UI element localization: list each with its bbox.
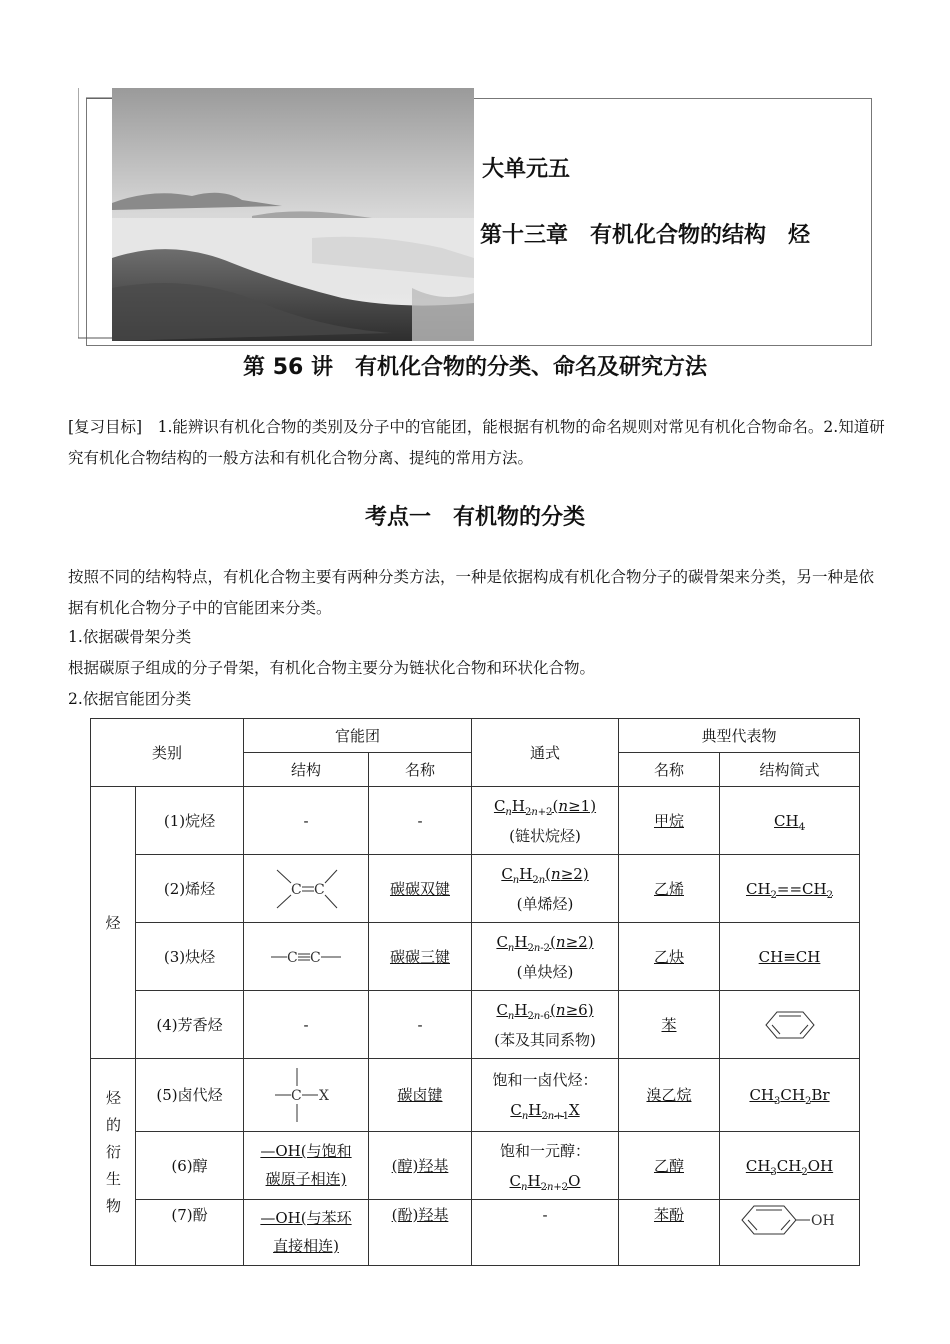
chapter-title: 第十三章 有机化合物的结构 烃: [480, 223, 811, 248]
row4-rep-formula: [720, 991, 860, 1059]
row3-rep-name: 乙炔: [619, 923, 720, 991]
objectives-text: 1.能辨识有机化合物的类别及分子中的官能团，能根据有机物的命名规则对常见有机化合物命名。2.知道研究有机化合物结构的一般方法和有机化合物分离、提纯的常用方法。: [68, 418, 885, 467]
row5-formula-prefix: 饱和一卤代烃：: [492, 1071, 598, 1089]
row1-category: (1)烷烃: [136, 787, 244, 855]
row2-formula-note: (单烯烃): [516, 894, 574, 913]
row1-general-formula: $C_nH_{2n+2}(n\ge 1)$ (链状烷烃): [472, 787, 619, 855]
unit-title: 大单元五: [482, 157, 571, 182]
row6-formula-prefix: 饱和一元醇：: [499, 1141, 590, 1160]
row4-rep-name: 苯: [619, 991, 720, 1059]
row6-rep-formula: $CH_3CH_2OH$: [720, 1132, 860, 1200]
row5-general-formula: 饱和一卤代烃： $C_nH_{2n+1}X$: [472, 1059, 619, 1132]
group-derivatives: 烃的衍生物: [91, 1059, 136, 1266]
section-title: 考点一 有机物的分类: [364, 505, 585, 530]
row4-formula-note: (苯及其同系物): [494, 1030, 596, 1049]
svg-text:C: C: [291, 881, 302, 898]
row3-category: (3)炔烃: [136, 923, 244, 991]
row6-general-formula: 饱和一元醇： $C_nH_{2n+2}O$: [472, 1132, 619, 1200]
header-name: 名称: [369, 753, 472, 787]
svg-text:C: C: [310, 949, 321, 966]
row5-rep-name: 溴乙烷: [619, 1059, 720, 1132]
row3-group-name: 碳碳三键: [369, 923, 472, 991]
header-rep-formula: 结构简式: [720, 753, 860, 787]
header-representative: 典型代表物: [619, 719, 860, 753]
row1-rep-name: 甲烷: [619, 787, 720, 855]
row7-general-formula: -: [472, 1200, 619, 1266]
svg-text:OH: OH: [810, 1213, 835, 1229]
objectives-label: [复习目标]: [68, 418, 143, 436]
row1-formula-note: (链状烷烃): [509, 826, 581, 845]
double-bond-structure-icon: [271, 862, 341, 916]
header-functional-group: 官能团: [244, 719, 472, 753]
row6-category: (6)醇: [136, 1132, 244, 1200]
phenol-structure-icon: [738, 1200, 842, 1240]
row1-structure: -: [244, 787, 369, 855]
row6-group-name: (醇)羟基: [369, 1132, 472, 1200]
row7-group-name: (酚)羟基: [369, 1200, 472, 1266]
row1-rep-formula: $CH_4$: [720, 787, 860, 855]
row2-general-formula: $C_nH_{2n}(n\ge 2)$ (单烯烃): [472, 855, 619, 923]
row4-group-name: -: [369, 991, 472, 1059]
svg-text:C: C: [314, 881, 325, 898]
row5-category: (5)卤代烃: [136, 1059, 244, 1132]
classification-table: [90, 718, 860, 1266]
svg-text:C: C: [291, 1088, 302, 1104]
row7-rep-name: 苯酚: [619, 1200, 720, 1266]
header-general-formula: 通式: [472, 719, 619, 787]
item1-text: 根据碳原子组成的分子骨架，有机化合物主要分为链状化合物和环状化合物。: [68, 659, 596, 677]
row2-rep-name: 乙烯: [619, 855, 720, 923]
row5-structure: [244, 1059, 369, 1132]
intro-paragraph: 按照不同的结构特点，有机化合物主要有两种分类方法，一种是依据构成有机化合物分子的碳骨架来分类，另一种是依据有机化合物分子中的官能团来分类。: [68, 568, 875, 617]
row1-group-name: -: [369, 787, 472, 855]
row2-rep-formula: $CH_2==CH_2$: [720, 855, 860, 923]
header-structure: 结构: [244, 753, 369, 787]
header-category: 类别: [91, 719, 244, 787]
row3-rep-formula: CH≡CH: [720, 923, 860, 991]
row2-structure: [244, 855, 369, 923]
row7-structure: —OH(与苯环直接相连): [244, 1200, 369, 1266]
row6-rep-name: 乙醇: [619, 1132, 720, 1200]
row3-formula-note: (单炔烃): [516, 962, 574, 981]
group-hydrocarbons: 烃: [91, 787, 136, 1059]
row6-structure: —OH(与饱和碳原子相连): [244, 1132, 369, 1200]
row7-rep-formula: [720, 1200, 860, 1266]
item1-heading: 1.依据碳骨架分类: [68, 628, 192, 646]
row2-category: (2)烯烃: [136, 855, 244, 923]
carbon-halogen-structure-icon: [271, 1064, 341, 1126]
row4-general-formula: $C_nH_{2n-6}(n\ge 6)$ (苯及其同系物): [472, 991, 619, 1059]
row2-group-name: 碳碳双键: [369, 855, 472, 923]
benzene-ring-icon: [760, 1008, 820, 1042]
row7-category: (7)酚: [136, 1200, 244, 1266]
row5-group-name: 碳卤键: [369, 1059, 472, 1132]
row4-category: (4)芳香烃: [136, 991, 244, 1059]
svg-text:X: X: [319, 1088, 329, 1104]
review-objectives: [68, 412, 888, 474]
header-rep-name: 名称: [619, 753, 720, 787]
triple-bond-structure-icon: [269, 945, 343, 969]
row3-general-formula: $C_nH_{2n-2}(n\ge 2)$ (单炔烃): [472, 923, 619, 991]
svg-text:C: C: [287, 949, 298, 966]
row4-structure: -: [244, 991, 369, 1059]
row5-rep-formula: $CH_3CH_2Br$: [720, 1059, 860, 1132]
row3-structure: [244, 923, 369, 991]
lecture-title: 第 56 讲 有机化合物的分类、命名及研究方法: [243, 355, 707, 380]
item2-heading: 2.依据官能团分类: [68, 690, 192, 708]
landscape-photo: [112, 88, 474, 341]
